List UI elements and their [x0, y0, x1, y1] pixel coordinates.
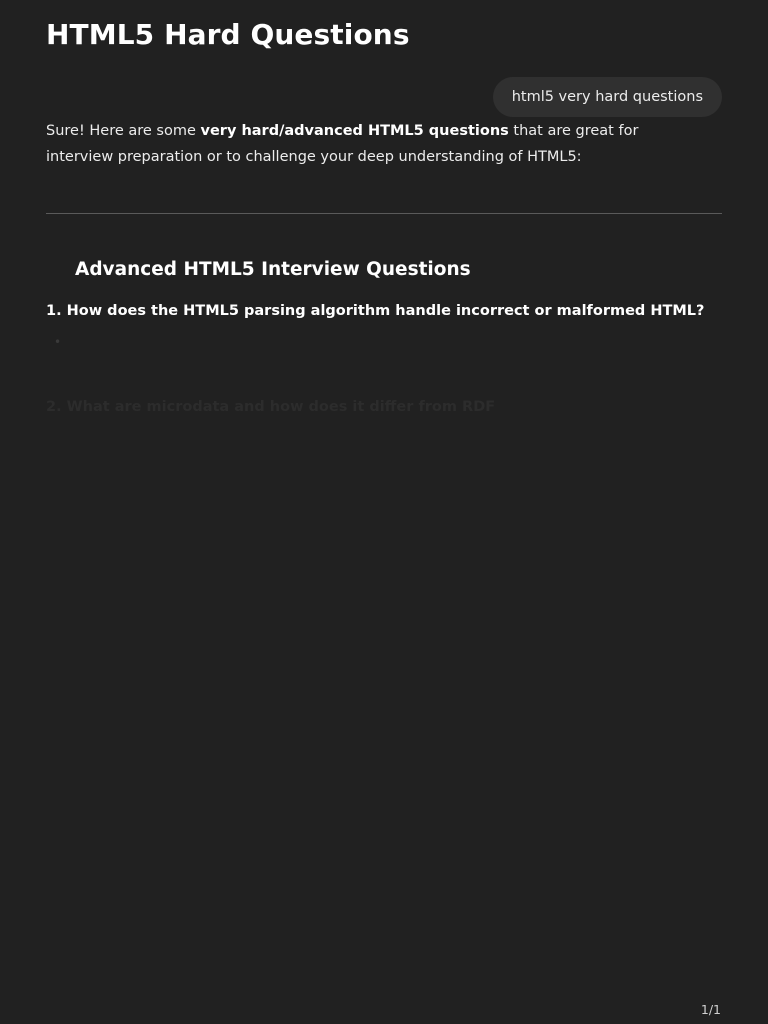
assistant-intro: [46, 118, 706, 170]
question-2-faded: 2. What are microdata and how does it differ from RDF: [46, 399, 496, 415]
intro-bold: very hard/advanced HTML5 questions: [200, 123, 509, 139]
question-1: 1. How does the HTML5 parsing algorithm handle incorrect or malformed HTML?: [46, 303, 705, 319]
faded-bullet: •: [54, 335, 62, 349]
page-title: HTML5 Hard Questions: [46, 18, 410, 51]
intro-suffix: that are great for interview preparation or to challenge your deep understanding of HTML5:: [46, 123, 639, 165]
divider: [46, 213, 722, 214]
page-counter: 1/1: [700, 1002, 721, 1017]
user-message-bubble: html5 very hard questions: [493, 77, 722, 117]
section-heading: Advanced HTML5 Interview Questions: [75, 259, 471, 280]
intro-prefix: Sure! Here are some: [46, 123, 201, 139]
